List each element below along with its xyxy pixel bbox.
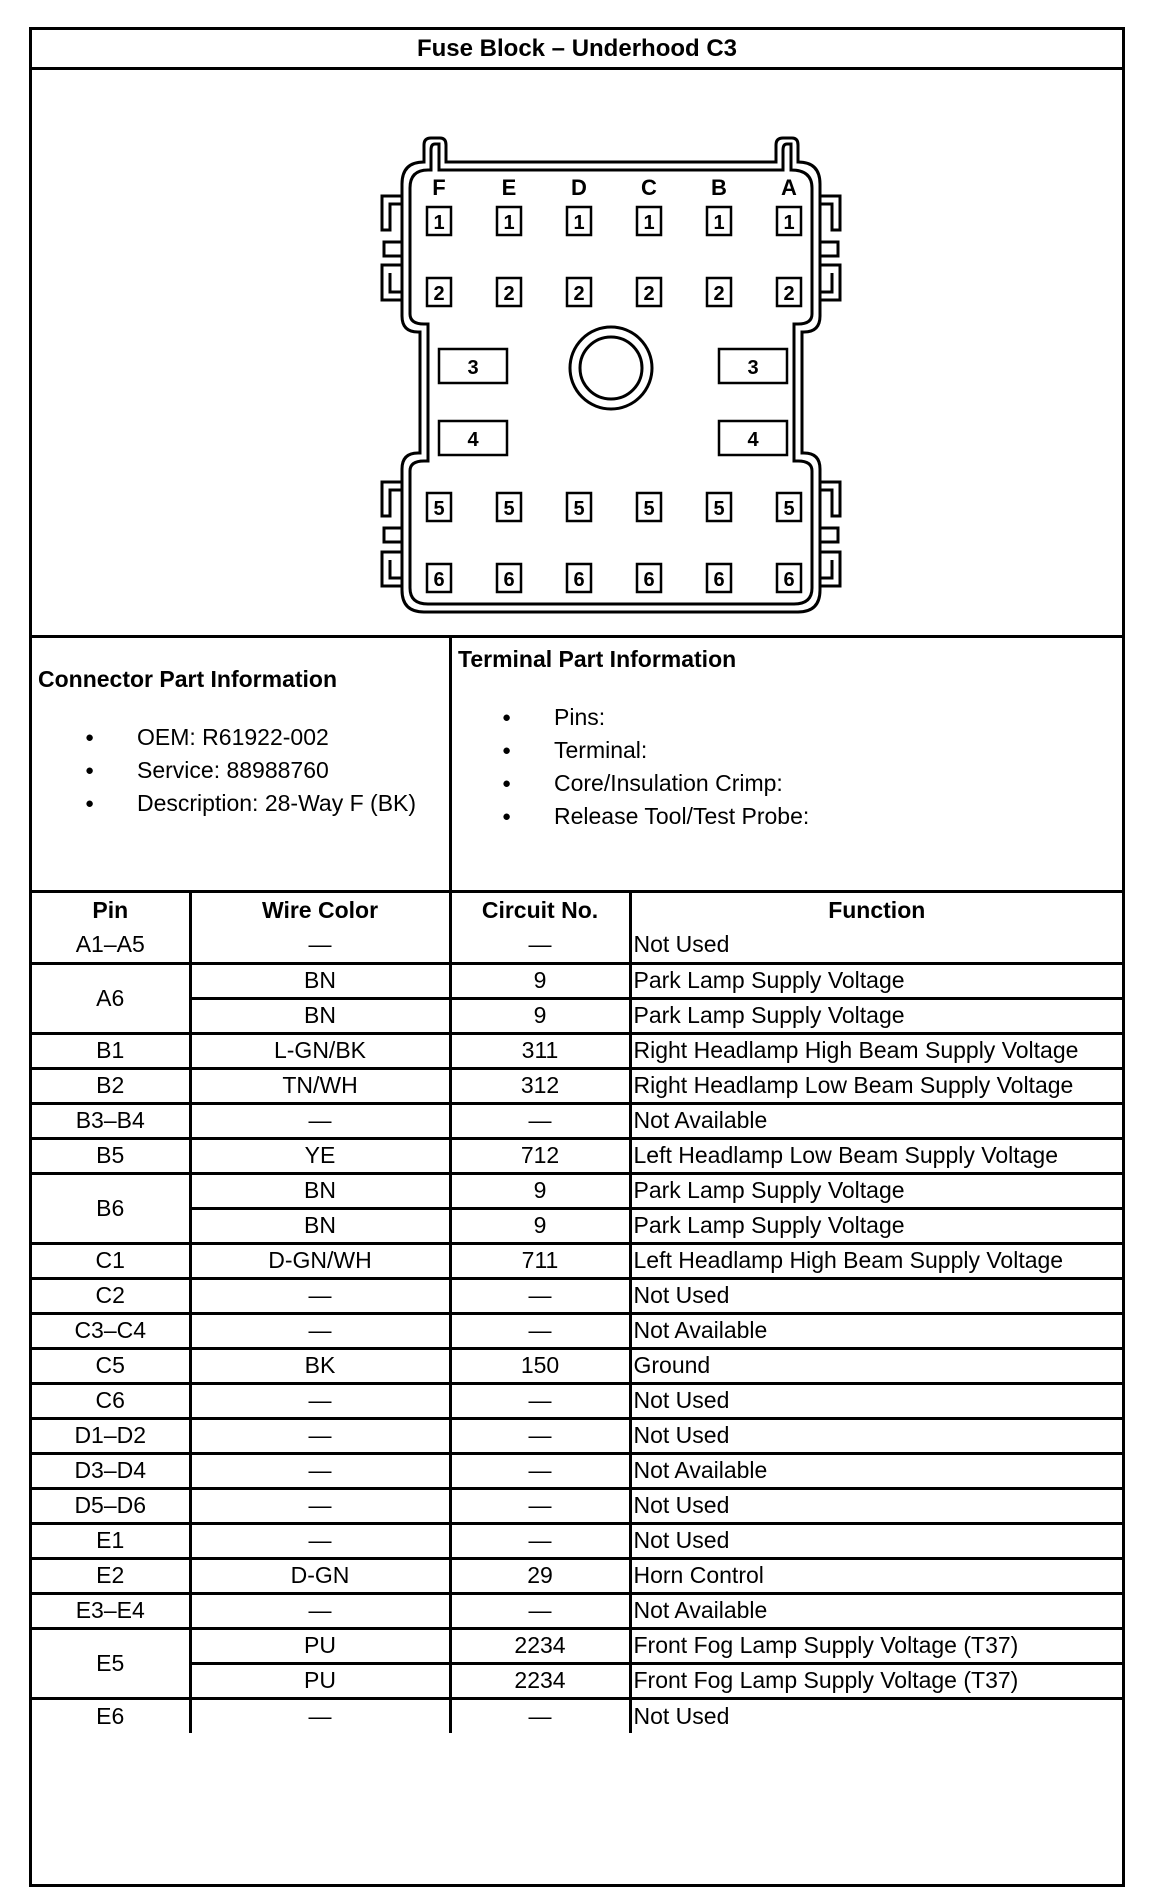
terminal-info-crimp: ● Core/Insulation Crimp: xyxy=(502,767,809,800)
cell-pin: C2 xyxy=(32,1278,190,1313)
cell-circuit-no: — xyxy=(450,1698,630,1733)
terminal-part-information xyxy=(452,638,1122,890)
cell-pin: C3–C4 xyxy=(32,1313,190,1348)
column-label-e: E xyxy=(501,175,517,200)
cell-pin: B5 xyxy=(32,1138,190,1173)
cell-pin: C1 xyxy=(32,1243,190,1278)
cell-circuit-no: 9 xyxy=(450,1173,630,1208)
cell-function: Not Used xyxy=(630,1488,1122,1523)
pin-cavity-b1 xyxy=(707,207,731,235)
svg-text:5: 5 xyxy=(433,498,445,520)
pin-cavity-f1 xyxy=(427,207,451,235)
pin-cavity-e2 xyxy=(497,278,521,306)
svg-text:5: 5 xyxy=(503,498,515,520)
left-latch-upper-2 xyxy=(382,265,402,300)
svg-text:1: 1 xyxy=(433,212,445,234)
right-latch-tab-upper xyxy=(820,242,838,256)
table-row xyxy=(32,963,1122,998)
cell-pin: E2 xyxy=(32,1558,190,1593)
terminal-info-list xyxy=(502,701,809,833)
left-latch-upper xyxy=(382,196,402,230)
cell-function: Park Lamp Supply Voltage xyxy=(630,1173,1122,1208)
svg-text:6: 6 xyxy=(503,569,515,591)
pin-cavity-f5 xyxy=(427,493,451,521)
table-row xyxy=(32,1523,1122,1558)
terminal-info-pins: ● Pins: xyxy=(502,701,809,734)
cell-function: Right Headlamp Low Beam Supply Voltage xyxy=(630,1068,1122,1103)
svg-text:1: 1 xyxy=(783,212,795,234)
svg-text:1: 1 xyxy=(573,212,585,234)
pin-cavity-e1 xyxy=(497,207,521,235)
right-latch-upper-2 xyxy=(820,265,840,300)
right-latch-upper xyxy=(820,196,840,230)
pin-cavity-a5 xyxy=(777,493,801,521)
svg-text:6: 6 xyxy=(713,569,725,591)
connector-part-information xyxy=(32,638,452,890)
pin-cavity-d5 xyxy=(567,493,591,521)
cell-wire-color: PU xyxy=(190,1628,450,1663)
cell-pin: B3–B4 xyxy=(32,1103,190,1138)
cell-function: Not Used xyxy=(630,1523,1122,1558)
table-row xyxy=(32,1593,1122,1628)
table-row xyxy=(32,1068,1122,1103)
cell-wire-color: — xyxy=(190,1418,450,1453)
column-label-d: D xyxy=(571,175,587,200)
pin-cavity-b2 xyxy=(707,278,731,306)
pin-cavity-f6 xyxy=(427,564,451,592)
cell-function: Park Lamp Supply Voltage xyxy=(630,963,1122,998)
cell-wire-color: D-GN/WH xyxy=(190,1243,450,1278)
svg-text:3: 3 xyxy=(467,357,479,379)
terminal-info-terminal: ● Terminal: xyxy=(502,734,809,767)
pinout-table xyxy=(32,893,1122,1733)
pin-cavity-f2 xyxy=(427,278,451,306)
center-bolt-hole-inner xyxy=(580,337,642,399)
pin-cavity-d2 xyxy=(567,278,591,306)
pin-cavity-b5 xyxy=(707,493,731,521)
cell-circuit-no: — xyxy=(450,1383,630,1418)
svg-text:5: 5 xyxy=(783,498,795,520)
cell-circuit-no: — xyxy=(450,1453,630,1488)
svg-text:2: 2 xyxy=(573,283,585,305)
svg-text:4: 4 xyxy=(747,429,759,451)
cell-circuit-no: 9 xyxy=(450,1208,630,1243)
cell-wire-color: BN xyxy=(190,1208,450,1243)
cell-wire-color: — xyxy=(190,1313,450,1348)
cell-function: Ground xyxy=(630,1348,1122,1383)
cell-circuit-no: — xyxy=(450,1313,630,1348)
left-latch-lower-2 xyxy=(382,552,402,586)
cell-function: Not Used xyxy=(630,928,1122,963)
table-row xyxy=(32,1628,1122,1663)
cell-wire-color: BN xyxy=(190,998,450,1033)
cell-pin: D1–D2 xyxy=(32,1418,190,1453)
pin-cavity-right-3 xyxy=(719,349,787,383)
table-row xyxy=(32,1278,1122,1313)
cell-pin: B2 xyxy=(32,1068,190,1103)
table-row xyxy=(32,1033,1122,1068)
cell-wire-color: — xyxy=(190,1488,450,1523)
pin-cavity-c1 xyxy=(637,207,661,235)
cell-circuit-no: — xyxy=(450,1523,630,1558)
pin-cavity-a1 xyxy=(777,207,801,235)
cell-wire-color: L-GN/BK xyxy=(190,1033,450,1068)
cell-circuit-no: — xyxy=(450,928,630,963)
connector-diagram xyxy=(32,70,1122,638)
cell-function: Not Available xyxy=(630,1103,1122,1138)
connector-info-description: ● Description: 28-Way F (BK) xyxy=(85,787,416,820)
cell-wire-color: TN/WH xyxy=(190,1068,450,1103)
cell-function: Park Lamp Supply Voltage xyxy=(630,998,1122,1033)
svg-text:5: 5 xyxy=(643,498,655,520)
terminal-info-release-tool: ● Release Tool/Test Probe: xyxy=(502,800,809,833)
cell-pin: D3–D4 xyxy=(32,1453,190,1488)
column-label-f: F xyxy=(432,175,446,200)
header-function: Function xyxy=(630,893,1122,928)
cell-wire-color: BK xyxy=(190,1348,450,1383)
pin-cavity-d1 xyxy=(567,207,591,235)
cell-circuit-no: 712 xyxy=(450,1138,630,1173)
cell-circuit-no: 311 xyxy=(450,1033,630,1068)
cell-wire-color: — xyxy=(190,1103,450,1138)
table-row xyxy=(32,1488,1122,1523)
svg-text:2: 2 xyxy=(433,283,445,305)
cell-pin: E1 xyxy=(32,1523,190,1558)
header-circuit-no: Circuit No. xyxy=(450,893,630,928)
cell-function: Left Headlamp Low Beam Supply Voltage xyxy=(630,1138,1122,1173)
svg-text:1: 1 xyxy=(503,212,515,234)
table-row xyxy=(32,1103,1122,1138)
svg-text:5: 5 xyxy=(573,498,585,520)
cell-pin: A6 xyxy=(32,963,190,1033)
right-latch-tab-lower xyxy=(820,528,838,542)
cell-function: Park Lamp Supply Voltage xyxy=(630,1208,1122,1243)
pin-cavity-a2 xyxy=(777,278,801,306)
pin-cavity-c5 xyxy=(637,493,661,521)
svg-text:6: 6 xyxy=(433,569,445,591)
cell-function: Not Available xyxy=(630,1593,1122,1628)
table-row xyxy=(32,1313,1122,1348)
cell-pin: E5 xyxy=(32,1628,190,1698)
pin-cavity-b6 xyxy=(707,564,731,592)
cell-wire-color: — xyxy=(190,1278,450,1313)
cell-function: Right Headlamp High Beam Supply Voltage xyxy=(630,1033,1122,1068)
cell-circuit-no: — xyxy=(450,1488,630,1523)
cell-circuit-no: 150 xyxy=(450,1348,630,1383)
right-latch-lower-2 xyxy=(820,552,840,586)
svg-text:5: 5 xyxy=(713,498,725,520)
table-row xyxy=(32,1663,1122,1698)
table-row xyxy=(32,1348,1122,1383)
header-pin: Pin xyxy=(32,893,190,928)
table-row xyxy=(32,998,1122,1033)
cell-function: Not Available xyxy=(630,1453,1122,1488)
cell-wire-color: — xyxy=(190,1698,450,1733)
part-information xyxy=(32,638,1122,893)
table-row xyxy=(32,1138,1122,1173)
cell-wire-color: — xyxy=(190,1453,450,1488)
cell-wire-color: — xyxy=(190,1593,450,1628)
table-row xyxy=(32,1243,1122,1278)
page-title: Fuse Block – Underhood C3 xyxy=(32,30,1122,70)
center-bolt-hole-outer xyxy=(570,327,652,409)
column-label-c: C xyxy=(641,175,657,200)
cell-wire-color: BN xyxy=(190,963,450,998)
pin-cavity-left-3 xyxy=(439,349,507,383)
svg-text:3: 3 xyxy=(747,357,759,379)
cell-pin: C6 xyxy=(32,1383,190,1418)
cell-pin: E6 xyxy=(32,1698,190,1733)
pin-cavity-left-4 xyxy=(439,421,507,455)
cell-wire-color: D-GN xyxy=(190,1558,450,1593)
table-row xyxy=(32,1208,1122,1243)
connector-info-heading: Connector Part Information xyxy=(38,666,338,692)
table-row xyxy=(32,1698,1122,1733)
cell-circuit-no: 2234 xyxy=(450,1663,630,1698)
table-row xyxy=(32,1418,1122,1453)
cell-function: Left Headlamp High Beam Supply Voltage xyxy=(630,1243,1122,1278)
pin-cavity-right-4 xyxy=(719,421,787,455)
left-latch-lower xyxy=(382,482,402,516)
cell-pin: B6 xyxy=(32,1173,190,1243)
svg-text:2: 2 xyxy=(713,283,725,305)
cell-function: Not Used xyxy=(630,1383,1122,1418)
cell-function: Not Available xyxy=(630,1313,1122,1348)
connector-info-service: ● Service: 88988760 xyxy=(85,754,416,787)
connector-sheet xyxy=(29,27,1125,1887)
svg-text:4: 4 xyxy=(467,429,479,451)
svg-text:1: 1 xyxy=(643,212,655,234)
connector-info-list xyxy=(85,721,416,820)
pin-cavity-c2 xyxy=(637,278,661,306)
cell-wire-color: — xyxy=(190,1383,450,1418)
pin-cavity-e5 xyxy=(497,493,521,521)
cell-circuit-no: 312 xyxy=(450,1068,630,1103)
terminal-info-heading: Terminal Part Information xyxy=(458,646,737,672)
cell-wire-color: PU xyxy=(190,1663,450,1698)
table-header-row xyxy=(32,893,1122,928)
pin-cavity-e6 xyxy=(497,564,521,592)
column-label-b: B xyxy=(711,175,727,200)
table-row xyxy=(32,1173,1122,1208)
cell-function: Not Used xyxy=(630,1698,1122,1733)
cell-pin: C5 xyxy=(32,1348,190,1383)
header-wire-color: Wire Color xyxy=(190,893,450,928)
cell-circuit-no: 711 xyxy=(450,1243,630,1278)
pin-cavity-d6 xyxy=(567,564,591,592)
cell-function: Front Fog Lamp Supply Voltage (T37) xyxy=(630,1663,1122,1698)
left-latch-tab-upper xyxy=(384,242,402,256)
cell-wire-color: — xyxy=(190,1523,450,1558)
table-row xyxy=(32,1558,1122,1593)
table-row xyxy=(32,1383,1122,1418)
svg-text:2: 2 xyxy=(503,283,515,305)
cell-circuit-no: 9 xyxy=(450,998,630,1033)
svg-text:1: 1 xyxy=(713,212,725,234)
cell-circuit-no: — xyxy=(450,1593,630,1628)
cell-function: Horn Control xyxy=(630,1558,1122,1593)
pin-cavity-c6 xyxy=(637,564,661,592)
svg-text:2: 2 xyxy=(643,283,655,305)
cell-circuit-no: — xyxy=(450,1278,630,1313)
svg-text:6: 6 xyxy=(643,569,655,591)
svg-text:6: 6 xyxy=(783,569,795,591)
cell-circuit-no: 2234 xyxy=(450,1628,630,1663)
cell-circuit-no: 9 xyxy=(450,963,630,998)
left-latch-tab-lower xyxy=(384,528,402,542)
column-label-a: A xyxy=(781,175,797,200)
table-row xyxy=(32,928,1122,963)
cell-circuit-no: 29 xyxy=(450,1558,630,1593)
cell-wire-color: YE xyxy=(190,1138,450,1173)
cell-pin: D5–D6 xyxy=(32,1488,190,1523)
pin-cavity-a6 xyxy=(777,564,801,592)
cell-function: Front Fog Lamp Supply Voltage (T37) xyxy=(630,1628,1122,1663)
cell-pin: E3–E4 xyxy=(32,1593,190,1628)
right-latch-lower xyxy=(820,482,840,516)
cell-wire-color: — xyxy=(190,928,450,963)
cell-function: Not Used xyxy=(630,1278,1122,1313)
svg-text:6: 6 xyxy=(573,569,585,591)
connector-face-drawing xyxy=(32,70,1122,635)
table-row xyxy=(32,1453,1122,1488)
cell-circuit-no: — xyxy=(450,1103,630,1138)
svg-text:2: 2 xyxy=(783,283,795,305)
cell-function: Not Used xyxy=(630,1418,1122,1453)
cell-pin: B1 xyxy=(32,1033,190,1068)
cell-pin: A1–A5 xyxy=(32,928,190,963)
cell-wire-color: BN xyxy=(190,1173,450,1208)
connector-info-oem: ● OEM: R61922-002 xyxy=(85,721,416,754)
cell-circuit-no: — xyxy=(450,1418,630,1453)
